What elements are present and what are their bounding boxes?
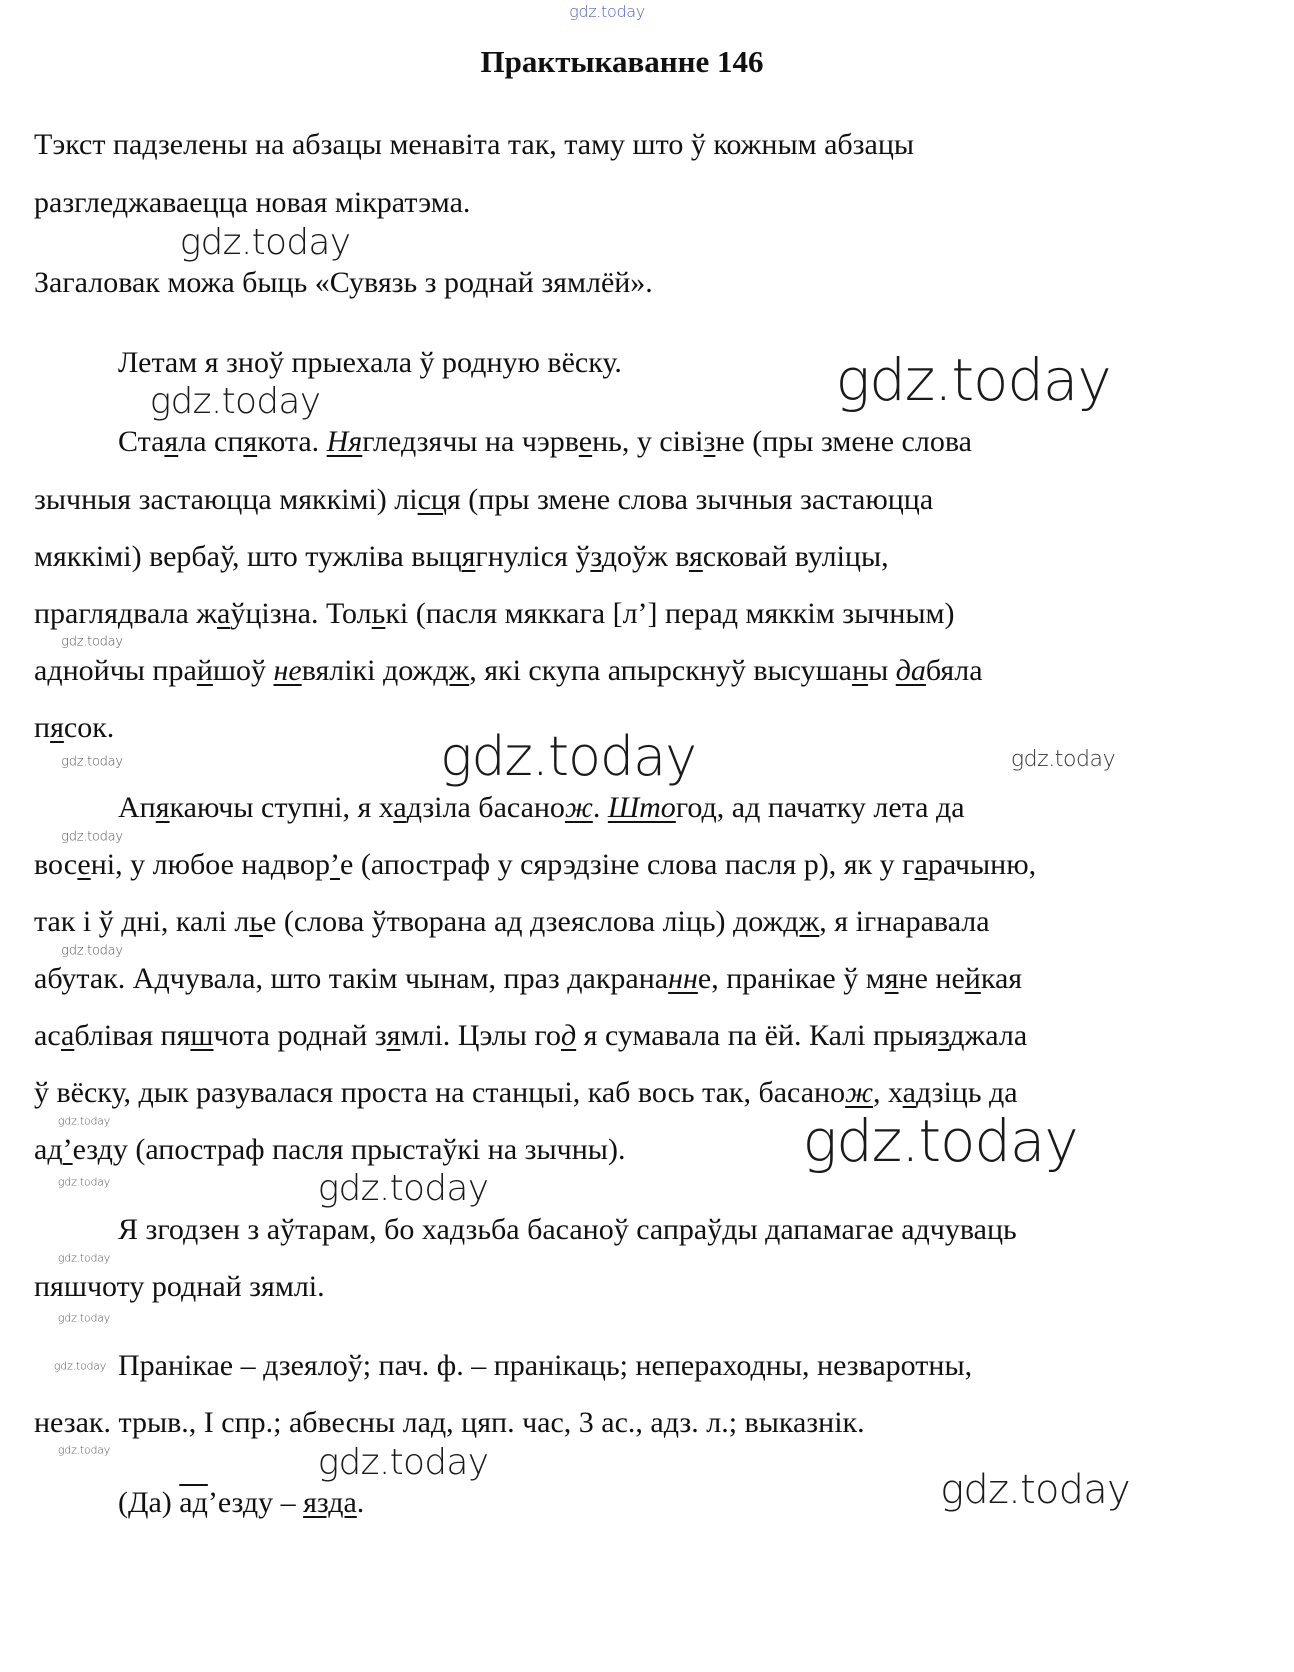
text-line [118,425,972,459]
marked-text: ж [845,1076,874,1109]
text-line [34,186,470,220]
text-line [34,1133,625,1167]
text-segment: каючы ступні, я х [169,791,394,824]
text-segment: гнуліся ў [475,540,591,573]
marked-text: а [393,791,407,824]
watermark: gdz.today [61,943,123,959]
watermark: gdz.today [1010,747,1116,772]
text-line [34,266,653,300]
watermark: gdz.today [802,1107,1078,1175]
text-line [118,1486,364,1520]
text-segment: Ста [118,425,165,458]
text-segment: е, пранікае ў м [697,962,885,995]
marked-text: е [578,425,593,458]
text-segment: е (апостраф у сярэдзіне слова пасля р), як у г [340,848,915,881]
marked-text: ь [371,597,386,630]
marked-text: я [164,425,179,458]
marked-text: ь [249,905,264,938]
watermark: gdz.today [57,1175,111,1189]
text-segment: кота. [257,425,327,458]
watermark: gdz.today [317,1168,489,1209]
marked-text: я [461,540,476,573]
marked-text: ж [564,791,593,824]
marked-text: д [560,1019,577,1052]
marked-text: ’ [330,848,341,881]
marked-text: й [196,654,213,687]
text-segment: дзіла басано [406,791,565,824]
marked-text: Ня [326,425,363,458]
text-segment: чота роднай з [213,1019,387,1052]
text-segment: я сумавала па ёй. Калі прыя [576,1019,938,1052]
text-segment: , х [873,1076,903,1109]
text-line [34,1270,325,1304]
marked-text: а [61,1019,75,1052]
text-segment: пяшчоту роднай зямлі. [34,1270,325,1303]
text-segment: , які скупа апырскнуў высуша [469,654,852,687]
marked-text: з [937,1019,950,1052]
text-segment: дзіць да [915,1076,1018,1109]
text-segment: ’езду – [207,1486,304,1519]
marked-text: д [154,962,170,995]
text-segment: ў вёску, дык разувалася проста на станцыі, каб вось так, басано [34,1076,846,1109]
text-segment: сковай вуліцы, [702,540,889,573]
text-segment: аднойчы пра [34,654,197,687]
text-segment: е (слова ўтворана ад дзеяслова ліць) дож [263,905,784,938]
text-line [34,711,114,745]
text-line [118,1349,972,1383]
text-segment: мяккімі) вербаў, што тужліва выц [34,540,462,573]
text-segment: (Да) [118,1486,180,1519]
marked-text: я [50,711,64,744]
watermark: gdz.today [61,754,123,770]
text-segment: . [356,1486,365,1519]
text-line [34,597,955,631]
text-segment: гледзячы на чэрв [362,425,579,458]
text-segment: шоў [212,654,274,687]
text-segment: нь, у сіві [592,425,704,458]
text-segment: год, ад пачатку лета да [675,791,965,824]
text-segment: Пранікае – дзеялоў; пач. ф. – пранікаць; непераходны, незваротны, [118,1349,973,1382]
watermark: gdz.today [61,829,123,845]
watermark: gdz.today [57,1114,111,1128]
text-segment: . [592,791,608,824]
text-line [34,1076,1018,1110]
text-segment: ад [34,1133,63,1166]
page-title: Практыкаванне 146 [480,44,764,79]
text-segment: кі (пасля мяккага [л’] перад мяккім зычным) [385,597,955,630]
text-segment: кая [980,962,1023,995]
marked-text: не [273,654,302,687]
watermark: gdz.today [53,1359,107,1373]
text-segment: разгледжаваецца новая мікратэма. [34,186,471,219]
text-segment: абутак. А [34,962,155,995]
watermark: gdz.today [317,1442,489,1483]
text-segment: ўцізна. Тол [230,597,372,630]
text-line [118,1213,1017,1247]
marked-text: е [77,848,91,881]
text-segment: Ап [118,791,156,824]
text-segment: млі. Цэлы го [400,1019,561,1052]
text-segment: ні, у любое надвор [90,848,331,881]
marked-text: язда [303,1486,357,1519]
watermark: gdz.today [149,381,321,422]
text-line [34,962,1022,996]
text-segment: зычныя застаюцца мяккімі) лі [34,483,418,516]
watermark: gdz.today [57,1311,111,1325]
watermark: gdz.today [61,634,123,650]
text-segment: Я згодзен з аўтарам, бо хадзьба басаноў сапраўды дапамагае адчуваць [118,1213,1017,1246]
text-line [34,905,990,939]
marked-text: дж [433,654,470,687]
watermark: gdz.today [569,2,645,21]
marked-text: да [895,654,926,687]
text-segment: ас [34,1019,61,1052]
text-line [34,654,983,688]
text-segment: незак. трыв., І спр.; абвесны лад, цяп. час, 3 ас., адз. л.; выказнік. [34,1406,865,1439]
marked-text: Што [607,791,676,824]
marked-text: а [217,597,231,630]
text-line [34,483,933,517]
text-segment: сок. [63,711,115,744]
text-segment: рачыню, [927,848,1037,881]
marked-text: сц [417,483,447,516]
text-segment: ла сп [178,425,244,458]
marked-text: ад [179,1486,208,1519]
text-segment: я (пры змене слова зычныя застаюцца [446,483,934,516]
marked-text: ’ [62,1133,73,1166]
text-segment: не не [898,962,965,995]
marked-text: дж [783,905,820,938]
marked-text: я [688,540,703,573]
marked-text: ш [190,1019,214,1052]
text-segment: Летам я зноў прыехала ў родную вёску. [118,346,622,379]
watermark: gdz.today [179,222,351,263]
marked-text: з [703,425,716,458]
text-segment: не (пры змене слова [715,425,972,458]
text-line [118,346,622,380]
text-segment: блівая пя [74,1019,191,1052]
marked-text: н [852,654,869,687]
text-segment: чувала, што такім чынам, праз дакрана [169,962,669,995]
text-line [34,1406,865,1440]
watermark: gdz.today [835,346,1111,414]
watermark: gdz.today [940,1467,1130,1513]
text-segment: джала [949,1019,1028,1052]
text-segment: доўж в [601,540,689,573]
text-segment: праглядвала ж [34,597,218,630]
marked-text: я [884,962,899,995]
text-segment: бяла [925,654,983,687]
marked-text: й [964,962,981,995]
text-line [34,540,889,574]
text-line [34,1019,1027,1053]
marked-text: з [590,540,602,573]
text-line [34,848,1036,882]
text-line [118,791,965,825]
marked-text: я [243,425,258,458]
text-segment: езду (апостраф пасля прыстаўкі на зычны). [72,1133,626,1166]
watermark: gdz.today [57,1251,111,1265]
marked-text: а [914,848,928,881]
text-line [34,128,914,162]
watermark: gdz.today [57,1443,111,1457]
text-segment: так і ў дні, калі л [34,905,250,938]
text-segment: , я ігнаравала [819,905,990,938]
text-segment: вялікі дож [301,654,434,687]
marked-text: нн [668,962,698,995]
marked-text: я [155,791,170,824]
marked-text: я [386,1019,401,1052]
text-segment: Тэкст падзелены на абзацы менавіта так, таму што ў кожным абзацы [34,128,915,161]
text-segment: вос [34,848,78,881]
watermark: gdz.today [439,725,697,788]
text-segment: Загаловак можа быць «Сувязь з роднай зямлёй». [34,266,653,299]
text-segment: п [34,711,51,744]
text-segment: ы [868,654,896,687]
marked-text: а [902,1076,916,1109]
